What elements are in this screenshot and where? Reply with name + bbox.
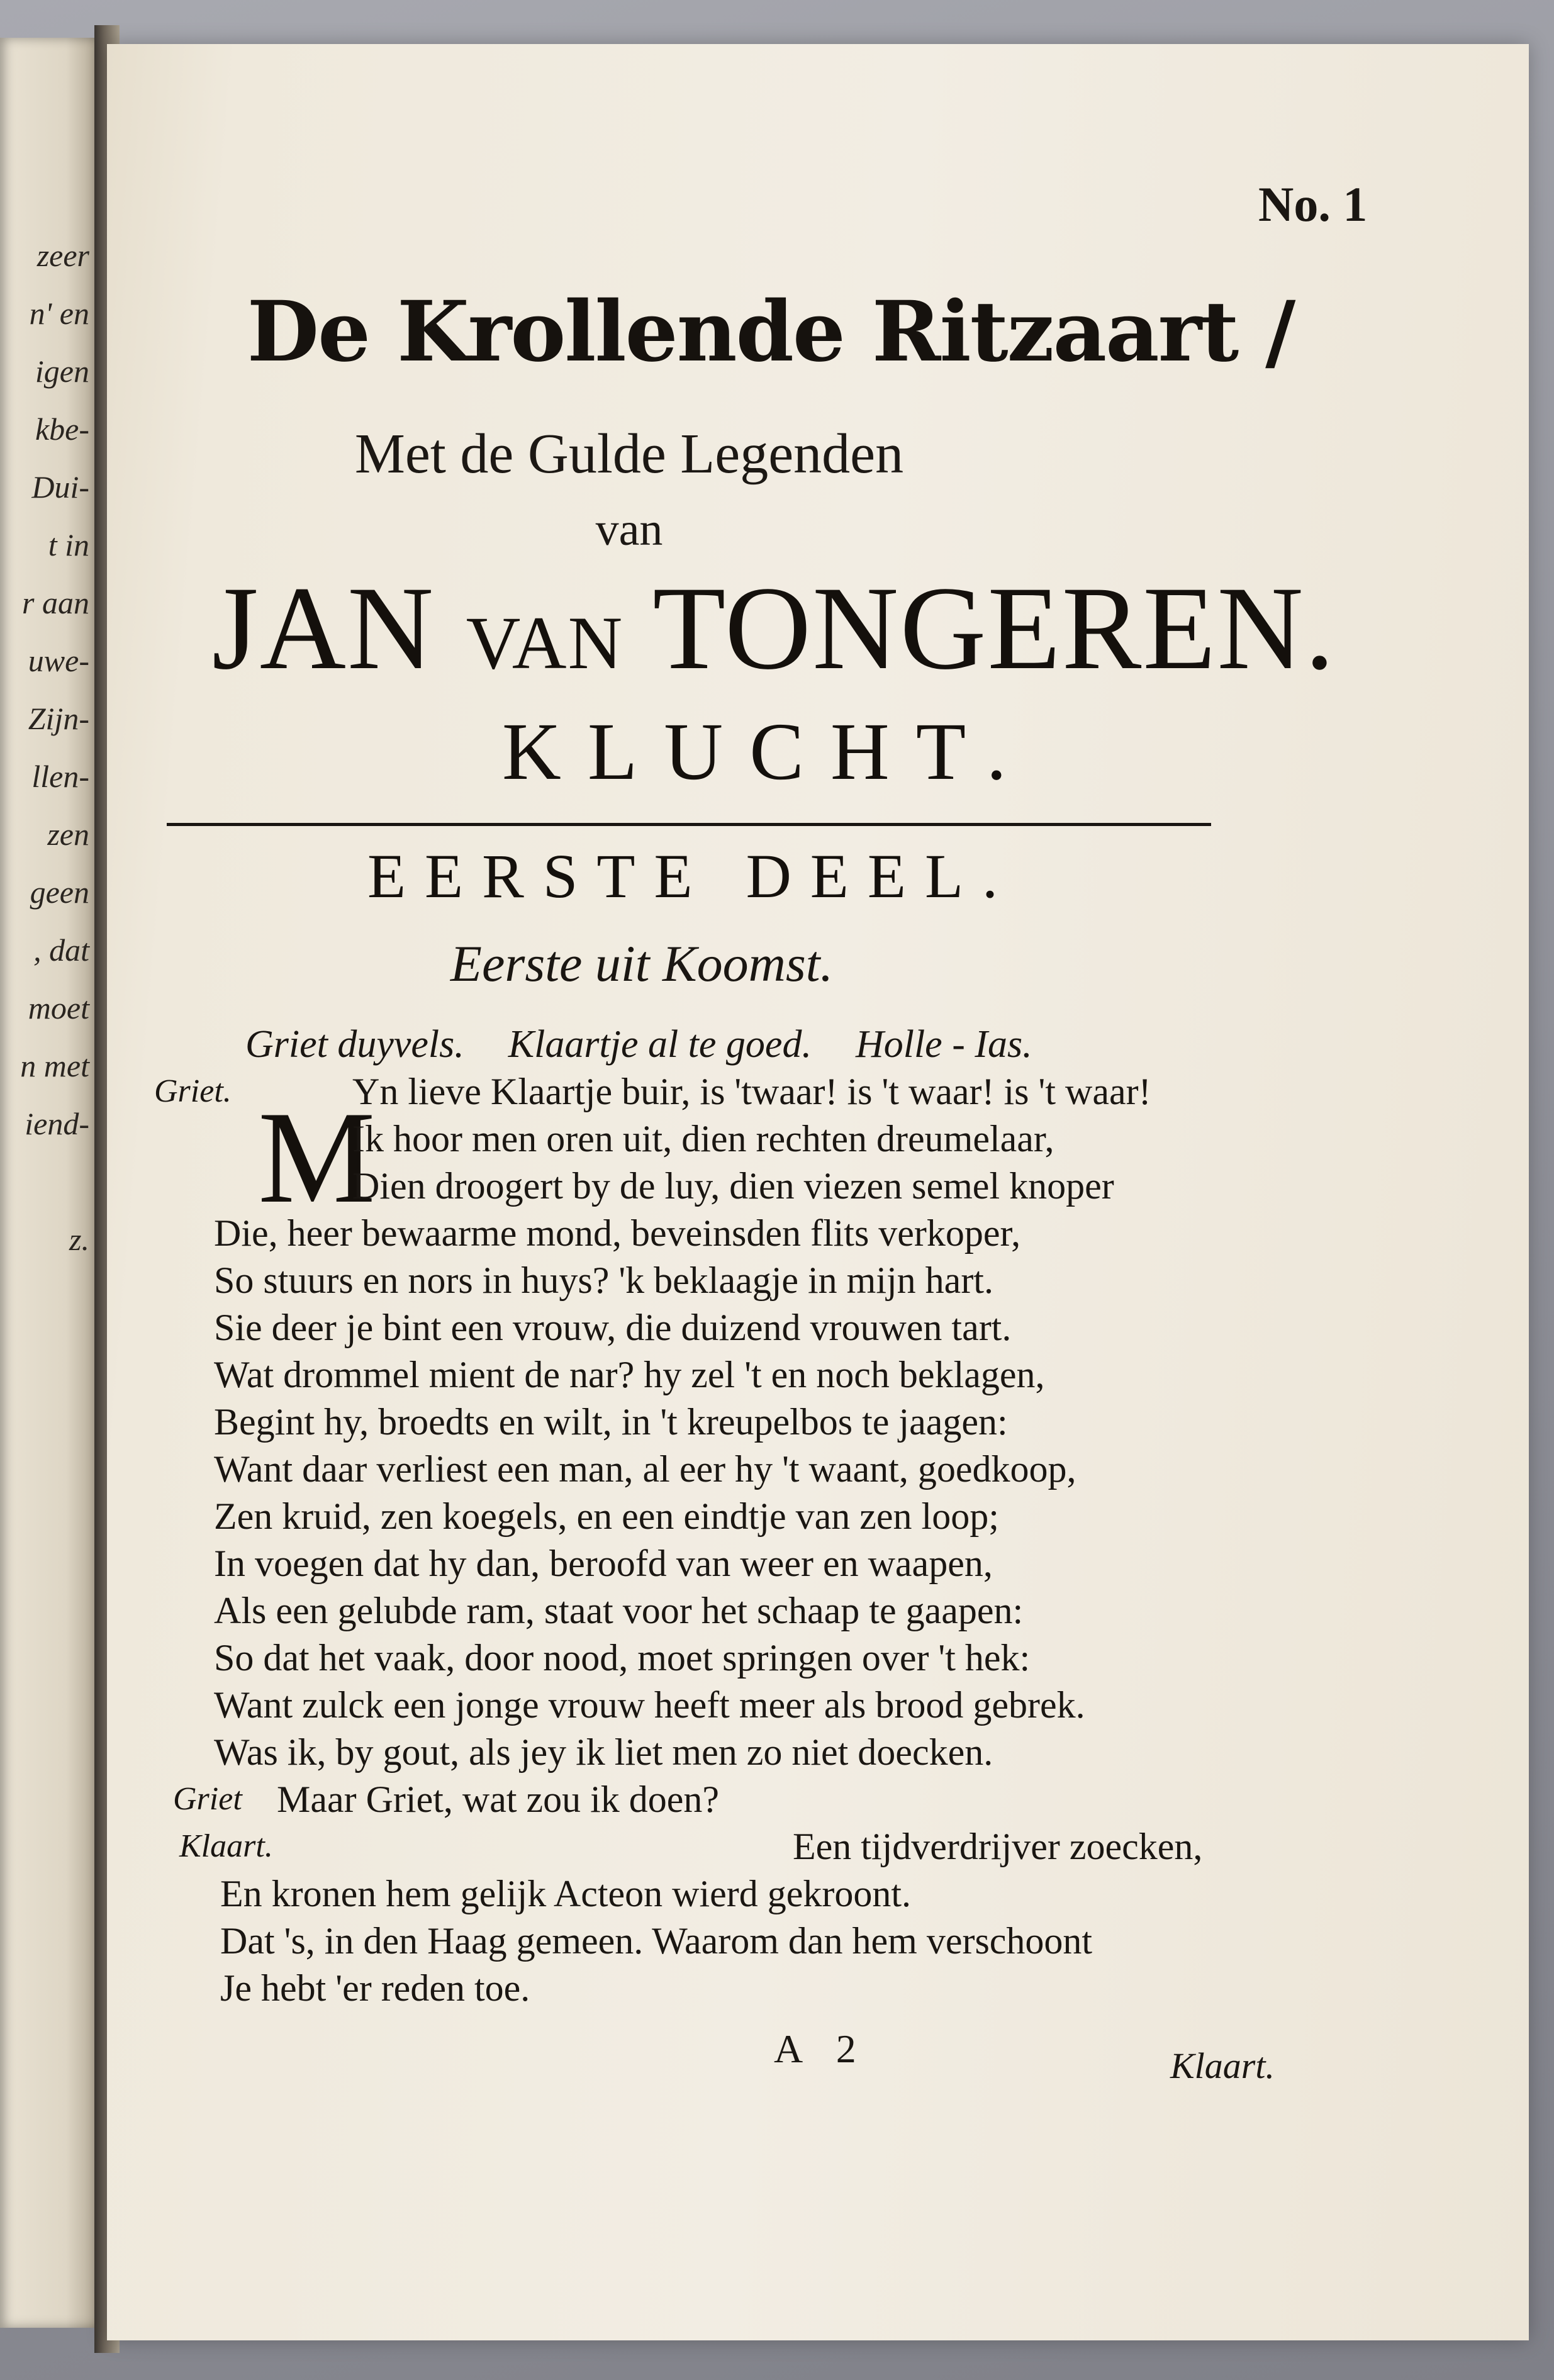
- verse-line: Ik hoor men oren uit, dien rechten dreumelaar,: [352, 1118, 1054, 1159]
- left-facing-page: [0, 38, 94, 2328]
- left-page-text: [0, 226, 94, 1268]
- verse-line: Je hebt 'er reden toe.: [220, 1967, 530, 2009]
- character-name: Holle - Ias.: [855, 1023, 1032, 1066]
- author-name: [145, 560, 1403, 697]
- left-fragment: n met: [20, 1048, 89, 1083]
- left-fragment: iend-: [25, 1106, 89, 1141]
- speaker-label: Klaart.: [179, 1828, 273, 1864]
- verse-line: Zen kruid, zen koegels, en een eindtje van zen loop;: [214, 1495, 999, 1537]
- scene-heading: Eerste uit Koomst.: [450, 935, 834, 992]
- left-fragment: , dat: [33, 932, 89, 968]
- left-fragment: geen: [30, 874, 89, 910]
- left-fragment: z.: [69, 1222, 89, 1257]
- author-mid: VAN: [466, 601, 624, 684]
- left-fragment: Dui-: [31, 469, 89, 505]
- signature-mark: A 2: [774, 2026, 869, 2071]
- verse-line: Wat drommel mient de nar? hy zel 't en noch beklagen,: [214, 1354, 1045, 1395]
- character-list: [245, 1022, 1315, 1067]
- verse-line: Een tijdverdrijver zoecken,: [793, 1826, 1203, 1867]
- left-fragment: t in: [48, 527, 89, 562]
- verse-line: En kronen hem gelijk Acteon wierd gekroont.: [220, 1873, 912, 1914]
- verse-line: Dien droogert by de luy, dien viezen semel knoper: [352, 1165, 1114, 1207]
- left-fragment: n' en: [29, 296, 89, 331]
- verse-line: Was ik, by gout, als jey ik liet men zo niet doecken.: [214, 1731, 993, 1773]
- left-fragment: llen-: [31, 759, 89, 794]
- left-fragment: moet: [28, 990, 89, 1025]
- book-page: [107, 44, 1529, 2340]
- author-last: TONGEREN.: [652, 562, 1336, 695]
- verse-line: In voegen dat hy dan, beroofd van weer en waapen,: [214, 1543, 993, 1584]
- left-fragment: r aan: [22, 585, 89, 620]
- part-heading: EERSTE DEEL.: [367, 841, 1017, 911]
- verse-line: So stuurs en nors in huys? 'k beklaagje in mijn hart.: [214, 1260, 993, 1301]
- speaker-label: Griet: [173, 1781, 242, 1817]
- verse-line: Want zulck een jonge vrouw heeft meer als brood gebrek.: [214, 1684, 1085, 1726]
- verse-line: Yn lieve Klaartje buir, is 'twaar! is 't waar! is 't waar!: [352, 1071, 1151, 1112]
- verse-line: So dat het vaak, door nood, moet springen over 't hek:: [214, 1637, 1031, 1679]
- left-fragment: uwe-: [28, 643, 89, 678]
- catchword: Klaart.: [1170, 2045, 1275, 2086]
- left-fragment: zeer: [36, 238, 89, 273]
- verse-line: Die, heer bewaarme mond, beveinsden flits verkoper,: [214, 1212, 1021, 1254]
- verse-line: Begint hy, broedts en wilt, in 't kreupelbos te jaagen:: [214, 1401, 1008, 1443]
- page-number: No. 1: [1258, 177, 1368, 232]
- left-fragment: zen: [47, 817, 89, 852]
- drop-capital: M: [258, 1085, 376, 1231]
- character-name: Klaartje al te goed.: [508, 1023, 812, 1066]
- verse-line: Als een gelubde ram, staat voor het schaap te gaapen:: [214, 1590, 1024, 1631]
- genre-heading: KLUCHT.: [501, 707, 1034, 797]
- author-first: JAN: [211, 562, 435, 695]
- left-fragment: [0, 1153, 94, 1210]
- blackletter-title: De Krollende Ritzaart /: [247, 283, 1295, 381]
- character-name: Griet duyvels.: [245, 1023, 464, 1066]
- left-fragment: Zijn-: [28, 701, 89, 736]
- verse-line: Sie deer je bint een vrouw, die duizend vrouwen tart.: [214, 1307, 1012, 1348]
- verse-line: Maar Griet, wat zou ik doen?: [277, 1779, 720, 1820]
- verse-line: Dat 's, in den Haag gemeen. Waarom dan hem verschoont: [220, 1920, 1093, 1962]
- horizontal-rule: [167, 823, 1211, 826]
- left-fragment: igen: [35, 354, 89, 389]
- speaker-label: Griet.: [154, 1073, 232, 1109]
- subtitle-van: van: [595, 504, 663, 556]
- subtitle: Met de Gulde Legenden: [354, 423, 904, 485]
- left-fragment: kbe-: [35, 411, 89, 447]
- verse-line: Want daar verliest een man, al eer hy 't waant, goedkoop,: [214, 1448, 1076, 1490]
